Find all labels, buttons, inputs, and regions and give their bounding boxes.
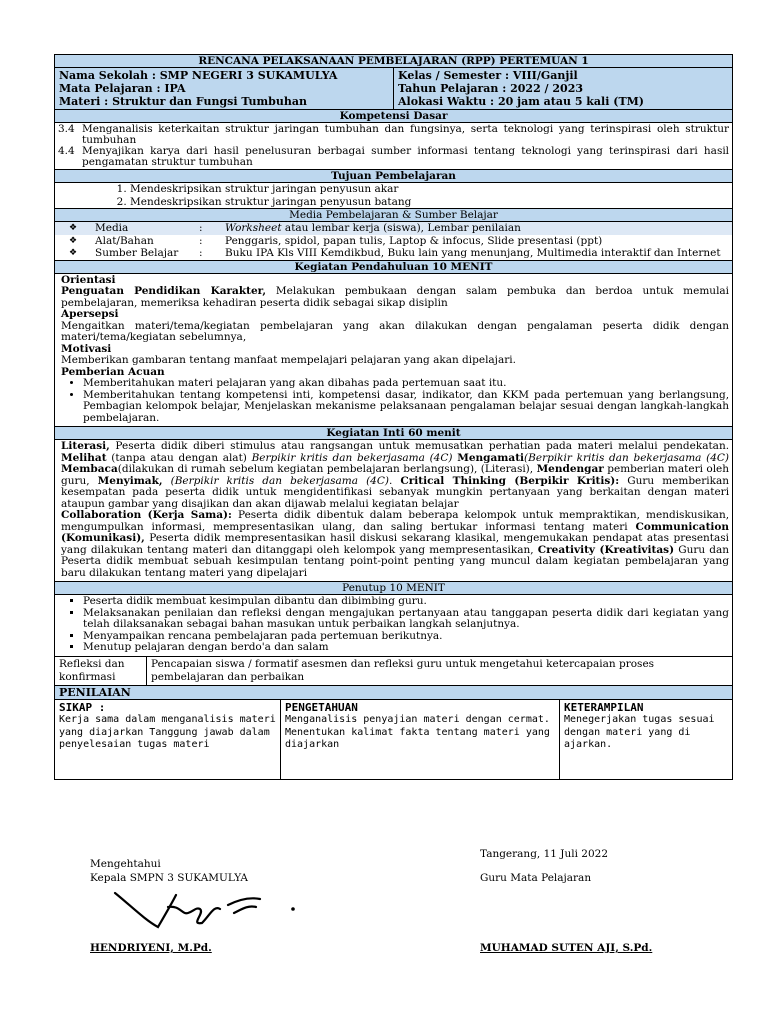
penutup-header: Penutup 10 MENIT [55,582,733,595]
list-item: ▪ Melaksanakan penilaian dan refleksi dengan mengajukan pertanyaan atau tanggapan peserta didik dari kegiatan yang telah dilaksanakan sebagai bahan masukan untuk perbaikan langkah selanjutnya. [83,608,729,631]
media-row: ❖ Media : Worksheet atau lembar kerja (siswa), Lembar penilaian [55,222,732,235]
document-title: RENCANA PELAKSANAAN PEMBELAJARAN (RPP) PERTEMUAN 1 [55,55,733,68]
lesson-plan-document [54,54,732,780]
pengetahuan-cell: PENGETAHUAN Menganalisis penyajian materi dengan cermat. Menentukan kalimat fakta tentang materi yang diajarkan [281,700,560,780]
class-info [394,68,733,110]
inti-body: Literasi, Peserta didik diberi stimulus atau rangsangan untuk memusatkan perhatian pada materi melalui pendekatan. Melihat (tanpa atau dengan alat) Berpikir kritis dan bekerjasama (4C) Mengamati(Berpikir kritis dan bekerjasama (4C) Membaca(dilakukan di rumah sebelum kegiatan pembelajaran berlangsung), (Literasi), Mendengar pemberian materi oleh guru, Menyimak, (Berpikir kritis dan bekerjasama (4C). Critical Thinking (Berpikir Kritis): Guru memberikan kesempatan pada peserta didik untuk mengidentifikasi sebanyak mungkin pertanyaan yang berkaitan dengan materi ataupun gambar yang disajikan dan akan dijawab melalui kegiatan belajar Collaboration (Kerja Sama): Peserta didik dibentuk dalam beberapa kelompok untuk mempraktikan, mendiskusikan, mengumpulkan informasi, mempresentasikan ulang, dan saling bertukar informasi tentang materi Communication (Komunikasi), Peserta didik mempresentasikan hasil diskusi sekarang klasikal, mengemukakan pendapat atas presentasi yang dilakukan tentang materi dan ditanggapi oleh kelompok yang mempresentasikan, Creativity (Kreativitas) Guru dan Peserta didik membuat sebuah kesimpulan tentang point-point penting yang muncul dalam kegiatan pembelajaran yang baru dilakukan tentang materi yang dipelajari [55,440,733,582]
school-info [55,68,394,110]
subject: Mata Pelajaran : IPA [59,82,186,95]
list-item: • Memberitahukan tentang kompetensi inti, kompetensi dasar, indikator, dan KKM pada pertemuan yang berlangsung, Pembagian kelompok belajar, Menjelaskan mekanisme pelaksanaan pengalaman belajar sesuai dengan langkah-langkah pembelajaran. [83,390,729,425]
school-year: Tahun Pelajaran : 2022 / 2023 [398,82,584,95]
signature-right: Tangerang, 11 Juli 2022 Guru Mata Pelajaran [480,848,609,884]
class-semester: Kelas / Semester : VIII/Ganjil [398,69,578,82]
refleksi-label: Refleksi dan konfirmasi [55,656,147,685]
tujuan-body [55,183,733,209]
tujuan-header: Tujuan Pembelajaran [55,170,733,183]
penilaian-header: PENILAIAN [55,685,733,699]
media-header: Media Pembelajaran & Sumber Belajar [55,209,733,222]
media-row: ❖ Sumber Belajar : Buku IPA Kls VIII Kemdikbud, Buku lain yang menunjang, Multimedia interaktif dan Internet [69,247,721,259]
penutup-body [55,595,733,657]
pendahuluan-body: Orientasi Penguatan Pendidikan Karakter, Melakukan pembukaan dengan salam pembuka dan berdoa untuk memulai pembelajaran, memeriksa kehadiran peserta didik sebagai sikap disiplin Apersepsi Mengaitkan materi/tema/kegiatan pembelajaran yang akan dilakukan dengan pengalaman peserta didik dengan materi/tema/kegiatan sebelumnya, Motivasi Memberikan gambaran tentang manfaat mempelajari pelajaran yang akan dipelajari. Pemberian Acuan • Memberitahukan materi pelajaran yang akan dibahas pada pertemuan saat itu. • Memberitahukan tentang kompetensi inti, kompetensi dasar, indikator, dan KKM pada pertemuan yang berlangsung, Pembagian kelompok belajar, Menjelaskan mekanisme pelaksanaan pengalaman belajar sesuai dengan langkah-langkah pembelajaran. [55,273,733,427]
topic: Materi : Struktur dan Fungsi Tumbuhan [59,95,307,108]
media-row: ❖ Alat/Bahan : Penggaris, spidol, papan tulis, Laptop & infocus, Slide presentasi (ppt) [69,234,603,247]
media-body [55,222,733,261]
list-item: • Memberitahukan materi pelajaran yang akan dibahas pada pertemuan saat itu. [83,378,729,390]
diamond-bullet-icon: ❖ [69,235,78,246]
list-item: ▪ Menutup pelajaran dengan berdo'a dan salam [83,642,729,654]
headmaster-name: HENDRIYENI, M.Pd. [90,942,212,954]
refleksi-text: Pencapaian siswa / formatif asesmen dan refleksi guru untuk mengetahui ketercapaian proses pembelajaran dan perbaikan [147,656,733,685]
kompetensi-body [55,123,733,170]
kompetensi-header: Kompetensi Dasar [55,110,733,123]
signature-left: Mengehtahui Kepala SMPN 3 SUKAMULYA [90,858,248,884]
diamond-bullet-icon: ❖ [69,223,78,233]
teacher-name: MUHAMAD SUTEN AJI, S.Pd. [480,942,653,954]
penilaian-table [54,700,733,781]
keterampilan-cell: KETERAMPILAN Menegerjakan tugas sesuai dengan materi yang di ajarkan. [560,700,733,780]
rpp-table [54,54,733,700]
tujuan-item: 2. Mendeskripsikan struktur jaringan penyusun batang [130,196,729,209]
pendahuluan-header: Kegiatan Pendahuluan 10 MENIT [55,260,733,273]
kd-item: 3.4 Menganalisis keterkaitan struktur jaringan tumbuhan dan fungsinya, serta teknologi yang terinspirasi oleh struktur tumbuhan [58,123,730,146]
inti-header: Kegiatan Inti 60 menit [55,427,733,440]
sikap-cell: SIKAP : Kerja sama dalam menganalisis materi yang diajarkan Tanggung jawab dalam penyelesaian tugas materi [55,700,281,780]
list-item: ▪ Menyampaikan rencana pembelajaran pada pertemuan berikutnya. [83,631,729,643]
list-item: ▪ Peserta didik membuat kesimpulan dibantu dan dibimbing guru. [83,596,729,608]
tujuan-item: 1. Mendeskripsikan struktur jaringan penyusun akar [130,183,729,196]
kd-item: 4.4 Menyajikan karya dari hasil penelusuran berbagai sumber informasi tentang teknologi yang terinspirasi dari hasil pengamatan struktur tumbuhan [58,145,730,168]
handwritten-signature-icon [110,885,310,935]
time-allocation: Alokasi Waktu : 20 jam atau 5 kali (TM) [398,95,645,108]
school-name: Nama Sekolah : SMP NEGERI 3 SUKAMULYA [59,69,338,82]
diamond-bullet-icon: ❖ [69,248,78,258]
